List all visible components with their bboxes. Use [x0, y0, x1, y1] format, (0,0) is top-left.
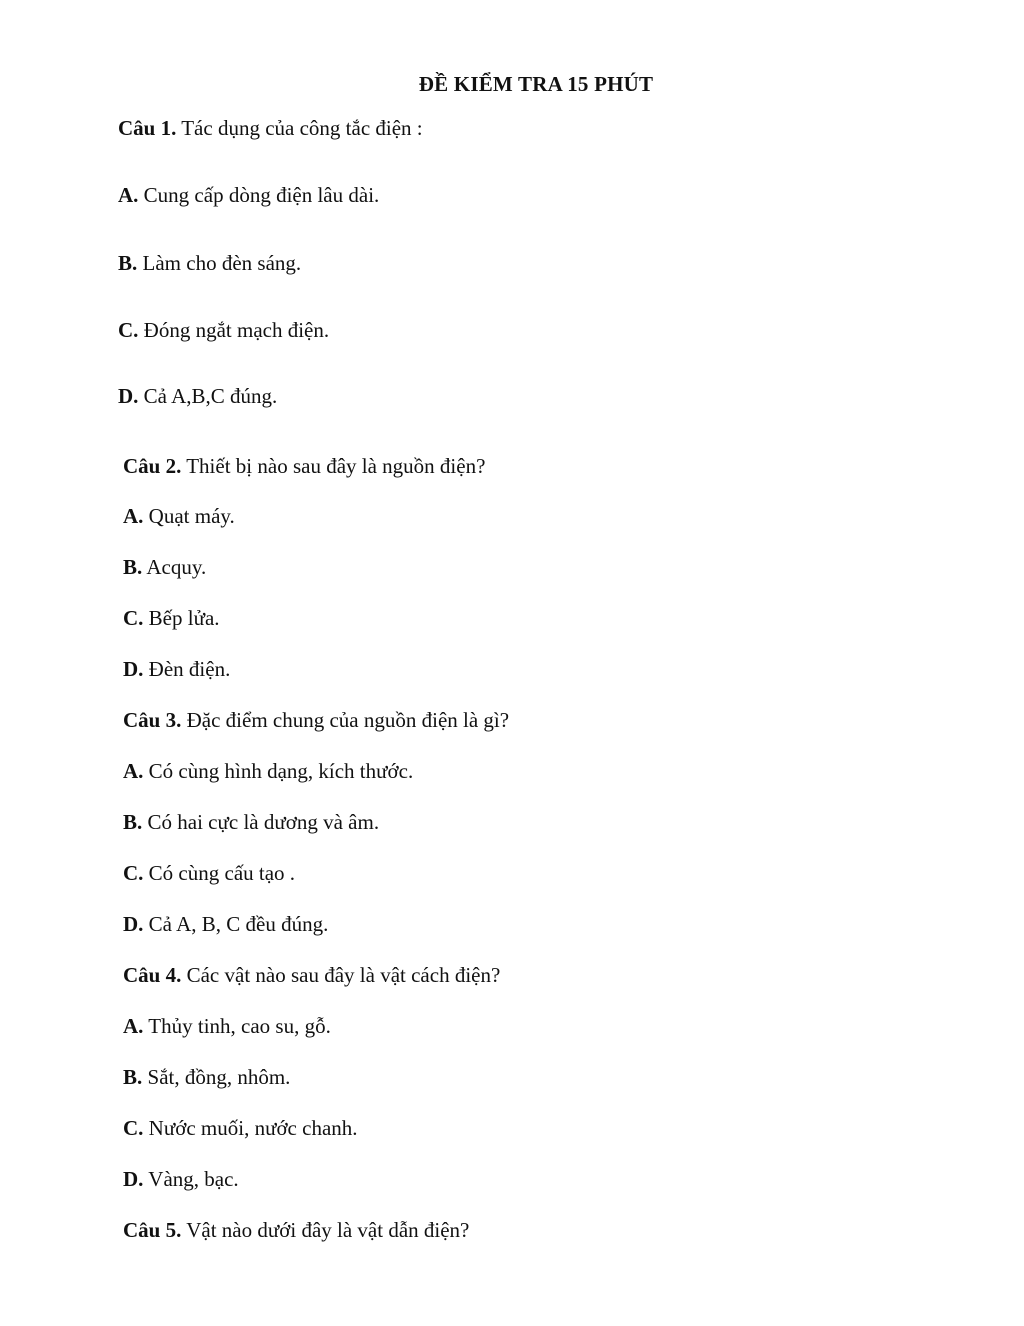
question-3-option-a [123, 757, 413, 785]
question-3-text: Đặc điểm chung của nguồn điện là gì? [181, 708, 510, 732]
option-text: Cung cấp dòng điện lâu dài. [138, 183, 380, 207]
option-text: Đèn điện. [143, 657, 231, 681]
option-label: B. [123, 1065, 143, 1089]
question-2-option-b [123, 553, 206, 581]
option-label: B. [118, 251, 138, 275]
option-text: Có hai cực là dương và âm. [142, 810, 380, 834]
question-1 [118, 114, 423, 142]
question-3-option-d [123, 910, 328, 938]
question-1-option-c [118, 316, 329, 344]
document-title: ĐỀ KIỂM TRA 15 PHÚT [418, 72, 654, 96]
question-2-option-d [123, 655, 230, 683]
option-label: A. [118, 183, 139, 207]
option-label: B. [123, 810, 143, 834]
option-label: D. [123, 912, 144, 936]
question-2-label: Câu 2. [123, 454, 182, 478]
option-text: Nước muối, nước chanh. [143, 1116, 358, 1140]
option-label: A. [123, 504, 144, 528]
question-4-option-d [123, 1165, 239, 1193]
question-4-option-b [123, 1063, 290, 1091]
question-2 [123, 452, 485, 480]
question-1-option-b [118, 249, 301, 277]
option-label: D. [123, 1167, 144, 1191]
option-text: Làm cho đèn sáng. [137, 251, 302, 275]
option-text: Vàng, bạc. [143, 1167, 239, 1191]
question-4-label: Câu 4. [123, 963, 182, 987]
question-1-text: Tác dụng của công tắc điện : [176, 116, 423, 140]
question-5-label: Câu 5. [123, 1218, 182, 1242]
option-label: B. [123, 555, 143, 579]
question-5-text: Vật nào dưới đây là vật dẫn điện? [181, 1218, 470, 1242]
option-text: Có cùng cấu tạo . [143, 861, 296, 885]
option-text: Quạt máy. [143, 504, 235, 528]
question-3-option-c [123, 859, 295, 887]
question-4 [123, 961, 500, 989]
question-4-text: Các vật nào sau đây là vật cách điện? [181, 963, 501, 987]
option-label: A. [123, 759, 144, 783]
option-text: Acquy. [142, 555, 207, 579]
option-label: A. [123, 1014, 144, 1038]
option-text: Sắt, đồng, nhôm. [142, 1065, 291, 1089]
question-2-text: Thiết bị nào sau đây là nguồn điện? [181, 454, 486, 478]
question-3 [123, 706, 509, 734]
option-text: Có cùng hình dạng, kích thước. [143, 759, 414, 783]
option-label: D. [123, 657, 144, 681]
option-label: C. [123, 861, 144, 885]
option-label: C. [123, 1116, 144, 1140]
option-text: Cả A, B, C đều đúng. [143, 912, 329, 936]
option-label: C. [118, 318, 139, 342]
option-text: Cả A,B,C đúng. [138, 384, 278, 408]
question-5 [123, 1216, 469, 1244]
question-1-option-a [118, 181, 379, 209]
option-text: Đóng ngắt mạch điện. [138, 318, 330, 342]
question-4-option-a [123, 1012, 331, 1040]
question-3-label: Câu 3. [123, 708, 182, 732]
question-2-option-a [123, 502, 235, 530]
option-text: Thủy tinh, cao su, gỗ. [143, 1014, 331, 1038]
option-label: C. [123, 606, 144, 630]
question-4-option-c [123, 1114, 358, 1142]
option-label: D. [118, 384, 139, 408]
question-3-option-b [123, 808, 379, 836]
option-text: Bếp lửa. [143, 606, 220, 630]
question-1-label: Câu 1. [118, 116, 177, 140]
question-1-option-d [118, 382, 277, 410]
question-2-option-c [123, 604, 220, 632]
